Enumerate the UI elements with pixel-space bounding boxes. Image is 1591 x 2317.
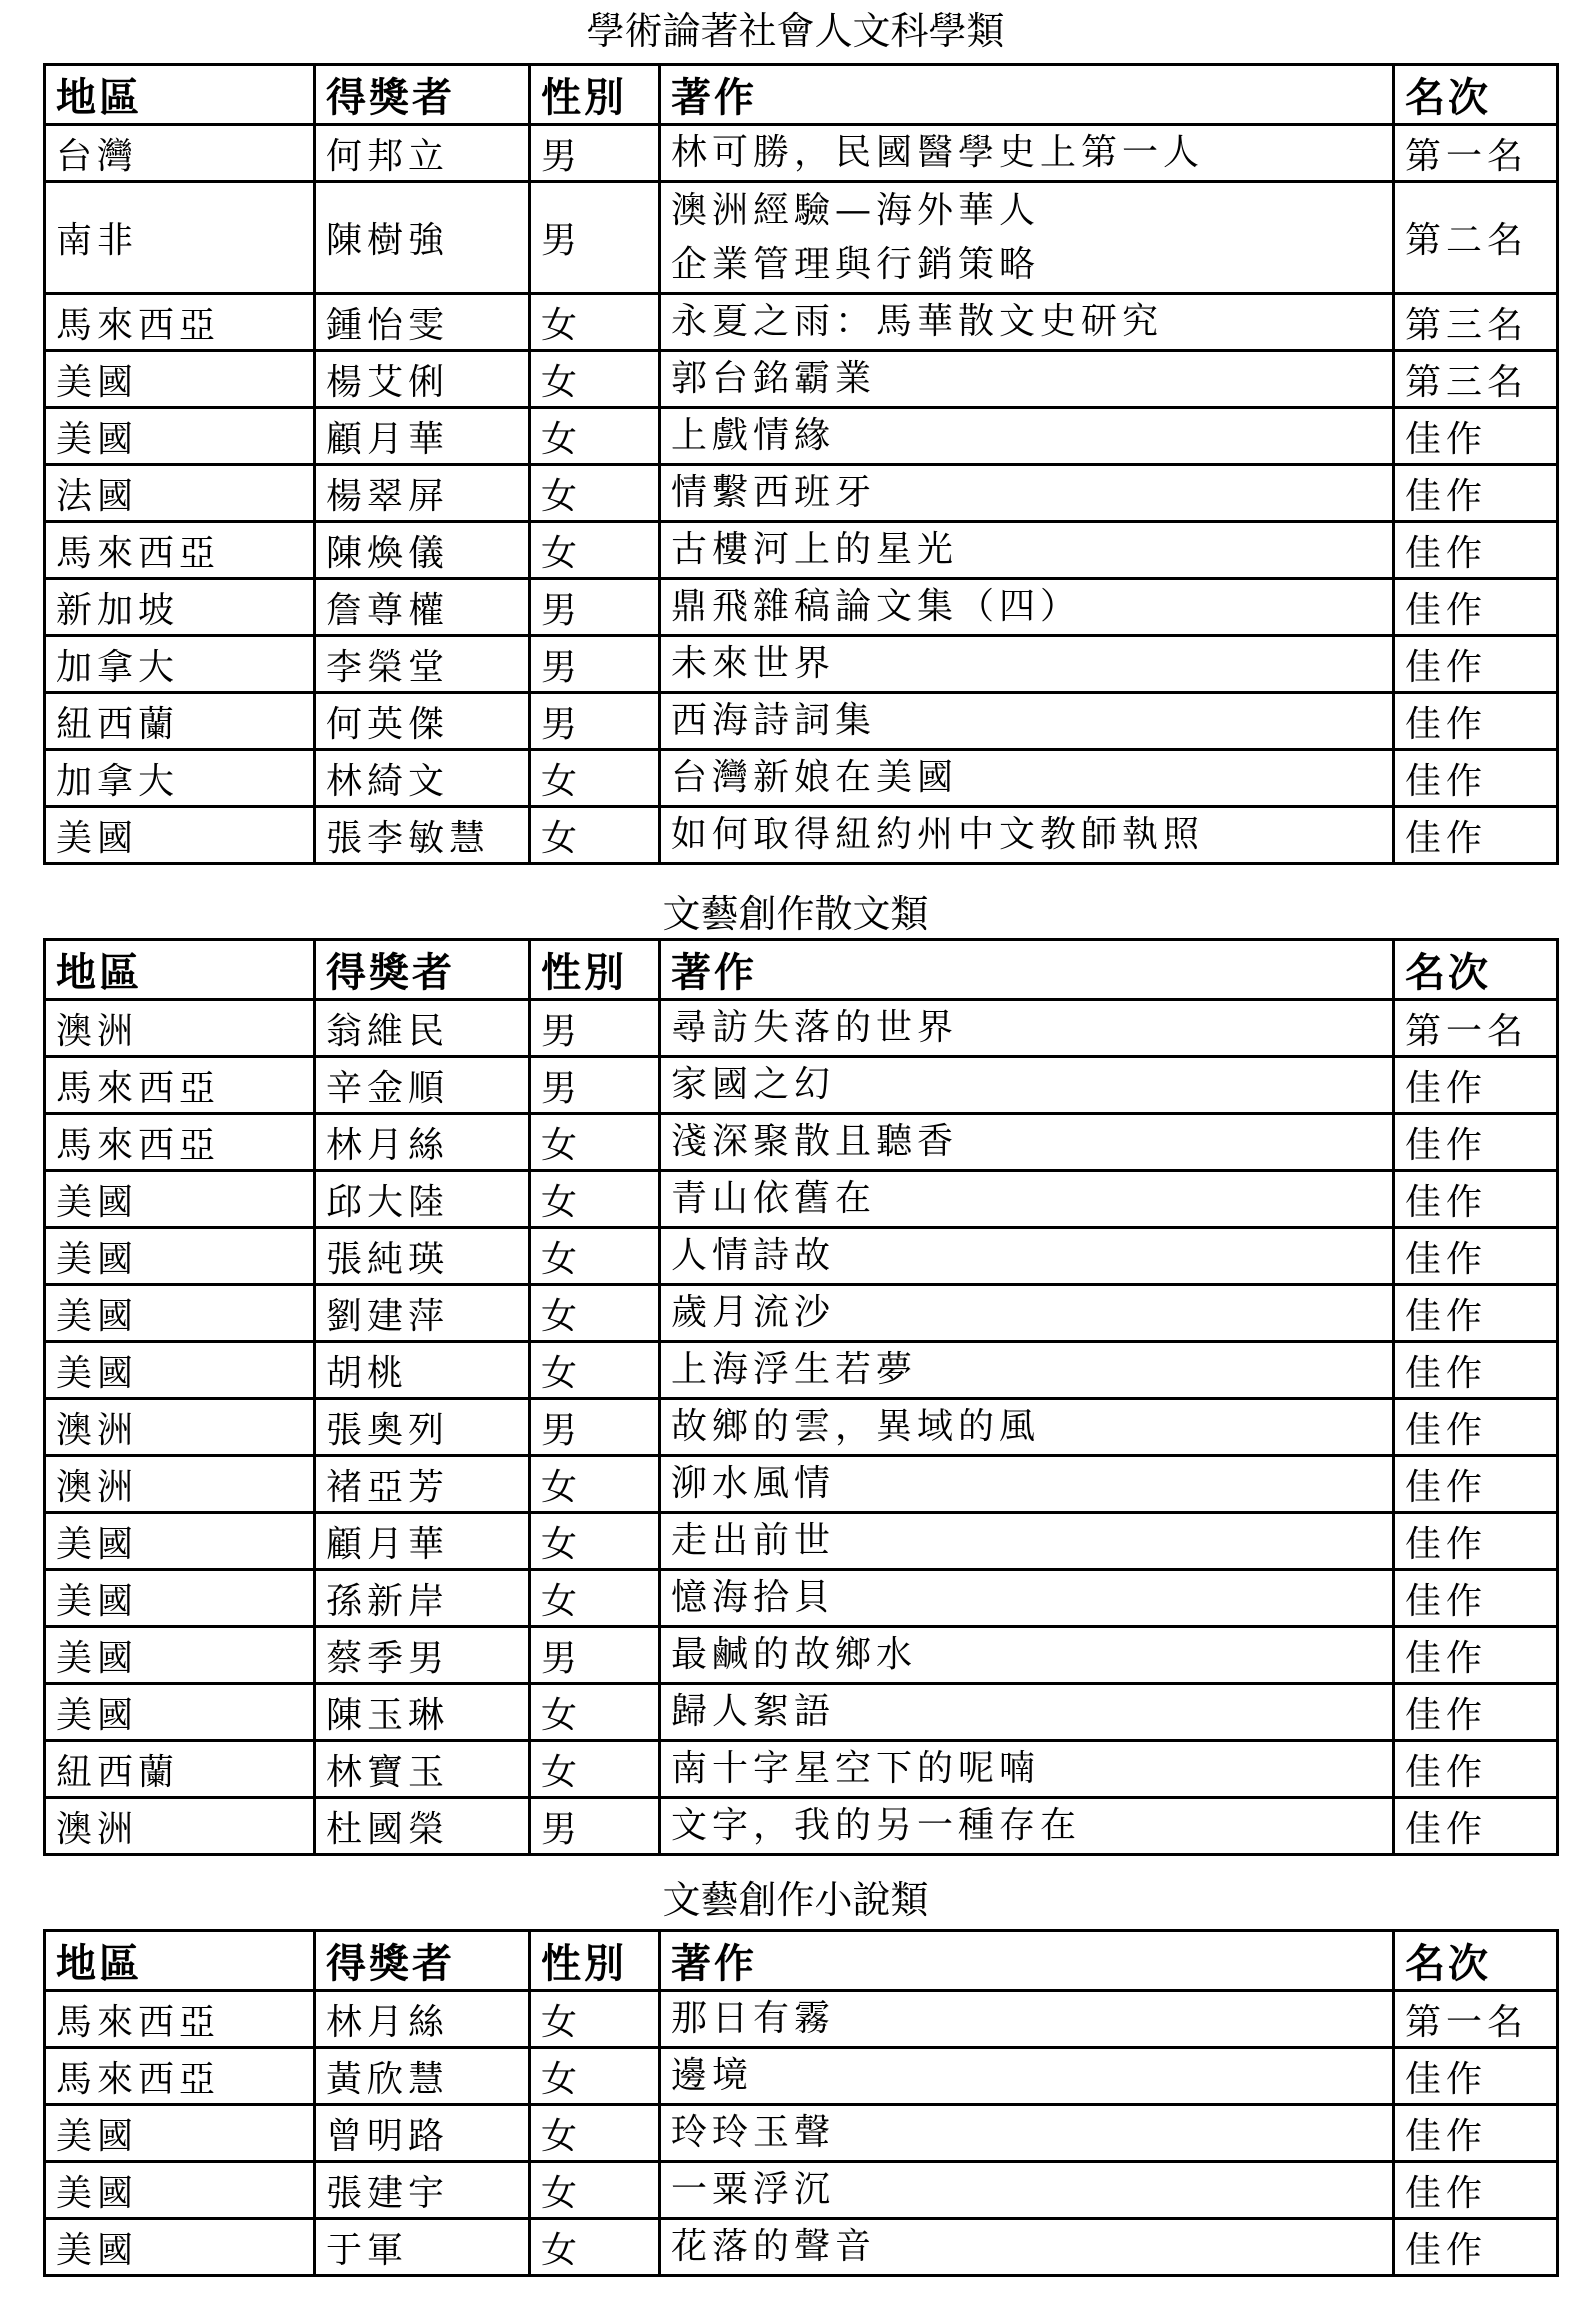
header-region: 地區 <box>45 1931 315 1991</box>
winner-cell: 張李敏慧 <box>315 807 530 864</box>
header-winner: 得獎者 <box>315 940 530 1000</box>
header-work: 著作 <box>660 65 1394 125</box>
gender-cell: 女 <box>530 1342 660 1399</box>
work-title-line: 郭台銘霸業 <box>671 358 877 399</box>
work-cell <box>660 1057 1394 1114</box>
winner-cell: 何英傑 <box>315 693 530 750</box>
rank-cell: 佳作 <box>1394 1114 1558 1171</box>
work-cell <box>660 294 1394 351</box>
work-cell <box>660 636 1394 693</box>
work-cell <box>660 1114 1394 1171</box>
work-title-line: 那日有霧 <box>671 1998 836 2039</box>
table-row <box>45 1114 1558 1171</box>
table-row <box>45 1399 1558 1456</box>
rank-cell: 第三名 <box>1394 294 1558 351</box>
work-title-line: 歲月流沙 <box>671 1292 836 1333</box>
table-row <box>45 636 1558 693</box>
winner-cell: 孫新岸 <box>315 1570 530 1627</box>
rank-cell: 佳作 <box>1394 1570 1558 1627</box>
work-cell <box>660 1228 1394 1285</box>
table-row <box>45 1228 1558 1285</box>
work-cell <box>660 2048 1394 2105</box>
rank-cell: 第一名 <box>1394 1000 1558 1057</box>
gender-cell: 女 <box>530 1570 660 1627</box>
work-title-line: 澳洲經驗—海外華人 <box>671 189 1041 231</box>
work-title-line: 邊境 <box>671 2055 754 2096</box>
gender-cell: 女 <box>530 408 660 465</box>
gender-cell: 女 <box>530 1684 660 1741</box>
gender-cell: 女 <box>530 351 660 408</box>
table-row <box>45 125 1558 182</box>
winner-cell: 黃欣慧 <box>315 2048 530 2105</box>
region-cell: 美國 <box>45 1570 315 1627</box>
work-title-line: 鼎飛雜稿論文集（四） <box>671 586 1082 627</box>
work-cell <box>660 182 1394 294</box>
work-cell <box>660 693 1394 750</box>
table-row <box>45 408 1558 465</box>
header-gender: 性別 <box>530 65 660 125</box>
header-work: 著作 <box>660 940 1394 1000</box>
work-title-line: 花落的聲音 <box>671 2226 877 2267</box>
rank-cell: 佳作 <box>1394 636 1558 693</box>
table-row <box>45 465 1558 522</box>
work-title-line: 一粟浮沉 <box>671 2169 836 2210</box>
work-title-line: 人情詩故 <box>671 1235 836 1276</box>
region-cell: 紐西蘭 <box>45 693 315 750</box>
rank-cell: 佳作 <box>1394 1399 1558 1456</box>
header-region: 地區 <box>45 65 315 125</box>
header-gender: 性別 <box>530 1931 660 1991</box>
table-row <box>45 294 1558 351</box>
region-cell: 美國 <box>45 351 315 408</box>
rank-cell: 佳作 <box>1394 579 1558 636</box>
winner-cell: 杜國榮 <box>315 1798 530 1855</box>
gender-cell: 女 <box>530 807 660 864</box>
table-row <box>45 351 1558 408</box>
section-title: 學術論著社會人文科學類 <box>586 9 1005 53</box>
table-row <box>45 2219 1558 2276</box>
winner-cell: 翁維民 <box>315 1000 530 1057</box>
work-title-line: 最鹹的故鄉水 <box>671 1634 918 1675</box>
work-cell <box>660 1798 1394 1855</box>
work-title-line: 上海浮生若夢 <box>671 1349 918 1390</box>
gender-cell: 男 <box>530 1399 660 1456</box>
region-cell: 新加坡 <box>45 579 315 636</box>
winner-cell: 曾明路 <box>315 2105 530 2162</box>
gender-cell: 女 <box>530 750 660 807</box>
table-row <box>45 2048 1558 2105</box>
work-title-line: 泖水風情 <box>671 1463 836 1504</box>
region-cell: 馬來西亞 <box>45 2048 315 2105</box>
header-region: 地區 <box>45 940 315 1000</box>
work-cell <box>660 125 1394 182</box>
region-cell: 美國 <box>45 1513 315 1570</box>
work-cell <box>660 1684 1394 1741</box>
rank-cell: 佳作 <box>1394 2048 1558 2105</box>
rank-cell: 第二名 <box>1394 182 1558 294</box>
work-title-line: 玲玲玉聲 <box>671 2112 836 2153</box>
winner-cell: 顧月華 <box>315 1513 530 1570</box>
work-title-line: 西海詩詞集 <box>671 700 877 741</box>
work-cell <box>660 465 1394 522</box>
work-title-line: 淺深聚散且聽香 <box>671 1121 959 1162</box>
gender-cell: 女 <box>530 1513 660 1570</box>
table-row <box>45 1798 1558 1855</box>
winner-cell: 鍾怡雯 <box>315 294 530 351</box>
rank-cell: 佳作 <box>1394 1684 1558 1741</box>
gender-cell: 女 <box>530 2105 660 2162</box>
header-rank: 名次 <box>1394 65 1558 125</box>
work-title-line: 林可勝，民國醫學史上第一人 <box>671 132 1205 173</box>
rank-cell: 佳作 <box>1394 1342 1558 1399</box>
region-cell: 加拿大 <box>45 636 315 693</box>
rank-cell: 佳作 <box>1394 408 1558 465</box>
winner-cell: 張建宇 <box>315 2162 530 2219</box>
rank-cell: 佳作 <box>1394 1513 1558 1570</box>
work-cell <box>660 1991 1394 2048</box>
table-row <box>45 2105 1558 2162</box>
work-cell <box>660 1000 1394 1057</box>
table-row <box>45 1057 1558 1114</box>
region-cell: 美國 <box>45 1342 315 1399</box>
rank-cell: 佳作 <box>1394 1285 1558 1342</box>
rank-cell: 佳作 <box>1394 522 1558 579</box>
work-cell <box>660 579 1394 636</box>
work-title-line: 歸人絮語 <box>671 1691 836 1732</box>
region-cell: 加拿大 <box>45 750 315 807</box>
table-row <box>45 807 1558 864</box>
winner-cell: 辛金順 <box>315 1057 530 1114</box>
region-cell: 馬來西亞 <box>45 1991 315 2048</box>
rank-cell: 佳作 <box>1394 465 1558 522</box>
rank-cell: 佳作 <box>1394 1228 1558 1285</box>
winner-cell: 于軍 <box>315 2219 530 2276</box>
work-cell <box>660 1399 1394 1456</box>
work-title-line: 台灣新娘在美國 <box>671 757 959 798</box>
work-cell <box>660 1342 1394 1399</box>
rank-cell: 佳作 <box>1394 693 1558 750</box>
table-row <box>45 750 1558 807</box>
region-cell: 美國 <box>45 807 315 864</box>
work-title-line: 古樓河上的星光 <box>671 529 959 570</box>
region-cell: 馬來西亞 <box>45 522 315 579</box>
work-title-line: 青山依舊在 <box>671 1178 877 1219</box>
region-cell: 台灣 <box>45 125 315 182</box>
region-cell: 美國 <box>45 1684 315 1741</box>
work-title-line: 如何取得紐約州中文教師執照 <box>671 814 1205 855</box>
region-cell: 馬來西亞 <box>45 294 315 351</box>
work-title-line: 憶海拾貝 <box>671 1577 836 1618</box>
header-gender: 性別 <box>530 940 660 1000</box>
rank-cell: 佳作 <box>1394 2105 1558 2162</box>
region-cell: 澳洲 <box>45 1456 315 1513</box>
header-rank: 名次 <box>1394 1931 1558 1991</box>
work-cell <box>660 1741 1394 1798</box>
table-body <box>45 1000 1558 1855</box>
rank-cell: 第一名 <box>1394 125 1558 182</box>
winner-cell: 李榮堂 <box>315 636 530 693</box>
rank-cell: 第一名 <box>1394 1991 1558 2048</box>
work-title-line: 永夏之雨：馬華散文史研究 <box>671 301 1164 342</box>
table-row <box>45 579 1558 636</box>
region-cell: 美國 <box>45 2162 315 2219</box>
work-cell <box>660 750 1394 807</box>
gender-cell: 男 <box>530 1057 660 1114</box>
work-title-line: 南十字星空下的呢喃 <box>671 1748 1041 1789</box>
work-title-line: 故鄉的雲，異域的風 <box>671 1406 1041 1447</box>
winner-cell: 陳樹強 <box>315 182 530 294</box>
header-winner: 得獎者 <box>315 1931 530 1991</box>
table-header-row <box>45 940 1558 1000</box>
region-cell: 馬來西亞 <box>45 1057 315 1114</box>
table-row <box>45 1513 1558 1570</box>
winner-cell: 林月絲 <box>315 1991 530 2048</box>
gender-cell: 女 <box>530 465 660 522</box>
region-cell: 美國 <box>45 1285 315 1342</box>
region-cell: 澳洲 <box>45 1399 315 1456</box>
gender-cell: 女 <box>530 2219 660 2276</box>
work-cell <box>660 351 1394 408</box>
region-cell: 澳洲 <box>45 1000 315 1057</box>
region-cell: 美國 <box>45 1228 315 1285</box>
winner-cell: 林綺文 <box>315 750 530 807</box>
rank-cell: 佳作 <box>1394 1741 1558 1798</box>
region-cell: 紐西蘭 <box>45 1741 315 1798</box>
table-row <box>45 2162 1558 2219</box>
winner-cell: 楊艾俐 <box>315 351 530 408</box>
gender-cell: 女 <box>530 1456 660 1513</box>
work-cell <box>660 2105 1394 2162</box>
gender-cell: 男 <box>530 1000 660 1057</box>
winner-cell: 陳玉琳 <box>315 1684 530 1741</box>
gender-cell: 女 <box>530 2048 660 2105</box>
region-cell: 澳洲 <box>45 1798 315 1855</box>
gender-cell: 女 <box>530 1285 660 1342</box>
winner-cell: 顧月華 <box>315 408 530 465</box>
rank-cell: 佳作 <box>1394 1171 1558 1228</box>
winner-cell: 林月絲 <box>315 1114 530 1171</box>
region-cell: 美國 <box>45 408 315 465</box>
winner-cell: 胡桃 <box>315 1342 530 1399</box>
work-title-line: 企業管理與行銷策略 <box>671 243 1041 285</box>
region-cell: 法國 <box>45 465 315 522</box>
table-row <box>45 1741 1558 1798</box>
region-cell: 美國 <box>45 1627 315 1684</box>
awards-table <box>43 938 1559 1856</box>
winner-cell: 陳煥儀 <box>315 522 530 579</box>
section-title: 文藝創作小說類 <box>662 1878 929 1922</box>
table-row <box>45 693 1558 750</box>
rank-cell: 佳作 <box>1394 750 1558 807</box>
header-winner: 得獎者 <box>315 65 530 125</box>
section-title: 文藝創作散文類 <box>662 892 929 936</box>
work-cell <box>660 408 1394 465</box>
region-cell: 馬來西亞 <box>45 1114 315 1171</box>
winner-cell: 劉建萍 <box>315 1285 530 1342</box>
rank-cell: 佳作 <box>1394 2219 1558 2276</box>
rank-cell: 佳作 <box>1394 807 1558 864</box>
region-cell: 南非 <box>45 182 315 294</box>
work-title-line: 上戲情緣 <box>671 415 836 456</box>
gender-cell: 男 <box>530 579 660 636</box>
gender-cell: 男 <box>530 125 660 182</box>
table-row <box>45 1342 1558 1399</box>
work-cell <box>660 1285 1394 1342</box>
work-cell <box>660 807 1394 864</box>
gender-cell: 女 <box>530 294 660 351</box>
gender-cell: 女 <box>530 522 660 579</box>
region-cell: 美國 <box>45 2219 315 2276</box>
rank-cell: 佳作 <box>1394 1057 1558 1114</box>
rank-cell: 佳作 <box>1394 1456 1558 1513</box>
region-cell: 美國 <box>45 1171 315 1228</box>
rank-cell: 佳作 <box>1394 1798 1558 1855</box>
header-rank: 名次 <box>1394 940 1558 1000</box>
gender-cell: 女 <box>530 1114 660 1171</box>
winner-cell: 褚亞芳 <box>315 1456 530 1513</box>
winner-cell: 楊翠屏 <box>315 465 530 522</box>
winner-cell: 何邦立 <box>315 125 530 182</box>
gender-cell: 男 <box>530 182 660 294</box>
winner-cell: 張純瑛 <box>315 1228 530 1285</box>
winner-cell: 張奧列 <box>315 1399 530 1456</box>
rank-cell: 佳作 <box>1394 2162 1558 2219</box>
table-header-row <box>45 1931 1558 1991</box>
table-row <box>45 522 1558 579</box>
winner-cell: 詹尊權 <box>315 579 530 636</box>
gender-cell: 男 <box>530 693 660 750</box>
gender-cell: 女 <box>530 1228 660 1285</box>
work-title-line: 走出前世 <box>671 1520 836 1561</box>
work-cell <box>660 1171 1394 1228</box>
table-body <box>45 125 1558 864</box>
gender-cell: 女 <box>530 2162 660 2219</box>
table-row <box>45 182 1558 294</box>
table-body <box>45 1991 1558 2276</box>
table-row <box>45 1171 1558 1228</box>
winner-cell: 邱大陸 <box>315 1171 530 1228</box>
work-cell <box>660 1456 1394 1513</box>
work-cell <box>660 2162 1394 2219</box>
work-cell <box>660 1627 1394 1684</box>
winner-cell: 林寶玉 <box>315 1741 530 1798</box>
table-row <box>45 1285 1558 1342</box>
table-row <box>45 1570 1558 1627</box>
work-title-line: 文字，我的另一種存在 <box>671 1805 1082 1846</box>
table-row <box>45 1627 1558 1684</box>
work-title-line: 家國之幻 <box>671 1064 836 1105</box>
table-row <box>45 1456 1558 1513</box>
awards-table <box>43 63 1559 865</box>
rank-cell: 佳作 <box>1394 1627 1558 1684</box>
work-cell <box>660 1513 1394 1570</box>
work-cell <box>660 522 1394 579</box>
gender-cell: 女 <box>530 1741 660 1798</box>
table-row <box>45 1991 1558 2048</box>
winner-cell: 蔡季男 <box>315 1627 530 1684</box>
table-row <box>45 1000 1558 1057</box>
gender-cell: 男 <box>530 1627 660 1684</box>
work-title-line: 未來世界 <box>671 643 836 684</box>
table-row <box>45 1684 1558 1741</box>
gender-cell: 女 <box>530 1171 660 1228</box>
table-header-row <box>45 65 1558 125</box>
work-title-line: 尋訪失落的世界 <box>671 1007 959 1048</box>
rank-cell: 第三名 <box>1394 351 1558 408</box>
gender-cell: 男 <box>530 1798 660 1855</box>
header-work: 著作 <box>660 1931 1394 1991</box>
work-cell <box>660 1570 1394 1627</box>
region-cell: 美國 <box>45 2105 315 2162</box>
work-cell <box>660 2219 1394 2276</box>
work-title-line: 情繫西班牙 <box>671 472 877 513</box>
awards-table <box>43 1929 1559 2277</box>
gender-cell: 男 <box>530 636 660 693</box>
gender-cell: 女 <box>530 1991 660 2048</box>
